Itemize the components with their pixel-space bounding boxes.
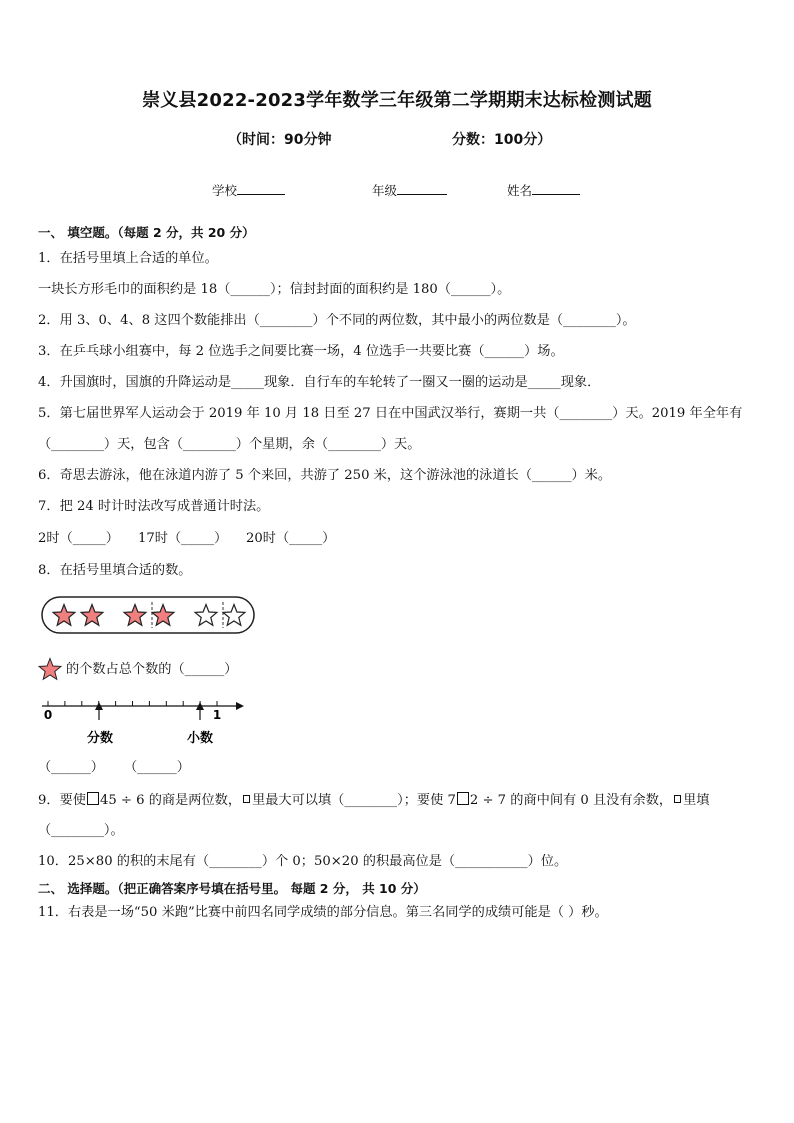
grade-blank[interactable] <box>397 182 447 195</box>
grade-label: 年级 <box>372 183 398 198</box>
q2-text: 2．用 3、0、4、8 这四个数能排出（________）个不同的两位数，其中最小的两位数是（________）。 <box>38 313 636 328</box>
decimal-label: 小数 <box>186 731 214 746</box>
filled-star <box>124 605 146 626</box>
q9-line-2: （________）。 <box>38 823 124 838</box>
q5-text-2: （________）天，包含（________）个星期，余（________）天。 <box>38 437 421 452</box>
fraction-label: 分数 <box>86 731 114 746</box>
empty-star <box>195 605 217 626</box>
empty-star <box>223 605 245 626</box>
school-field <box>212 181 285 199</box>
school-blank[interactable] <box>237 182 285 195</box>
q8-answer-1: （______） <box>38 760 104 775</box>
name-field <box>507 181 580 199</box>
digit-box <box>457 792 469 805</box>
page-title: 崇义县2022-2023学年数学三年级第二学期期末达标检测试题 <box>142 90 652 111</box>
q8-star-text: 的个数占总个数的（______） <box>66 662 238 677</box>
school-label: 学校 <box>212 183 238 198</box>
digit-box-small <box>243 795 250 803</box>
filled-star <box>152 605 174 626</box>
grade-field <box>372 181 447 199</box>
q10-text: 10．25×80 的积的末尾有（________）个 0；50×20 的积最高位是（___________）位。 <box>38 854 568 869</box>
q1-stem: 1．在括号里填上合适的单位。 <box>38 251 218 266</box>
q8-stem: 8．在括号里填合适的数。 <box>38 563 192 578</box>
digit-box <box>87 792 99 805</box>
section2-heading: 二、 选择题。（把正确答案序号填在括号里。 每题 2 分， 共 10 分） <box>38 881 426 896</box>
digit-box-small <box>674 795 681 803</box>
number-line-start: 0 <box>43 708 53 722</box>
star-frame <box>40 595 258 637</box>
exam-score: 分数：100分） <box>452 132 552 148</box>
q4-text: 4．升国旗时，国旗的升降运动是_____现象．自行车的车轮转了一圈又一圈的运动是_____现象． <box>38 375 601 390</box>
q9-line-1: 9．要使 45 ÷ 6 的商是两位数， 里最大可以填（________）；要使 7 2 ÷ 7 的商中间有 0 且没有余数， 里填 <box>38 793 710 808</box>
q1-text: 一块长方形毛巾的面积约是 18（______）；信封封面的面积约是 180（______）。 <box>38 282 511 297</box>
q7-item-1: 2时（_____） <box>38 531 119 546</box>
q3-text: 3．在乒乓球小组赛中，每 2 位选手之间要比赛一场，4 位选手一共要比赛（______）场。 <box>38 344 564 359</box>
q11-text: 11．右表是一场“50 米跑”比赛中前四名同学成绩的部分信息。第三名同学的成绩可能是（ ）秒。 <box>38 905 608 920</box>
q6-text: 6．奇思去游泳，他在泳道内游了 5 个来回，共游了 250 米，这个游泳池的泳道长（______）米。 <box>38 468 612 483</box>
star-icon <box>37 656 63 682</box>
q7-item-2: 17时（_____） <box>138 531 228 546</box>
q7-item-3: 20时（_____） <box>246 531 336 546</box>
number-line-end: 1 <box>212 708 222 722</box>
q5-text-1: 5．第七届世界军人运动会于 2019 年 10 月 18 日至 27 日在中国武汉举行，赛期一共（________）天。2019 年全年有 <box>38 406 743 421</box>
q7-stem: 7．把 24 时计时法改写成普通计时法。 <box>38 499 270 514</box>
filled-star <box>81 605 103 626</box>
exam-time: （时间：90分钟 <box>228 132 332 148</box>
q8-answer-2: （______） <box>124 760 190 775</box>
filled-star <box>53 605 75 626</box>
name-blank[interactable] <box>532 182 580 195</box>
section1-heading: 一、 填空题。（每题 2 分，共 20 分） <box>38 225 255 240</box>
name-label: 姓名 <box>507 183 533 198</box>
number-line <box>36 696 246 748</box>
